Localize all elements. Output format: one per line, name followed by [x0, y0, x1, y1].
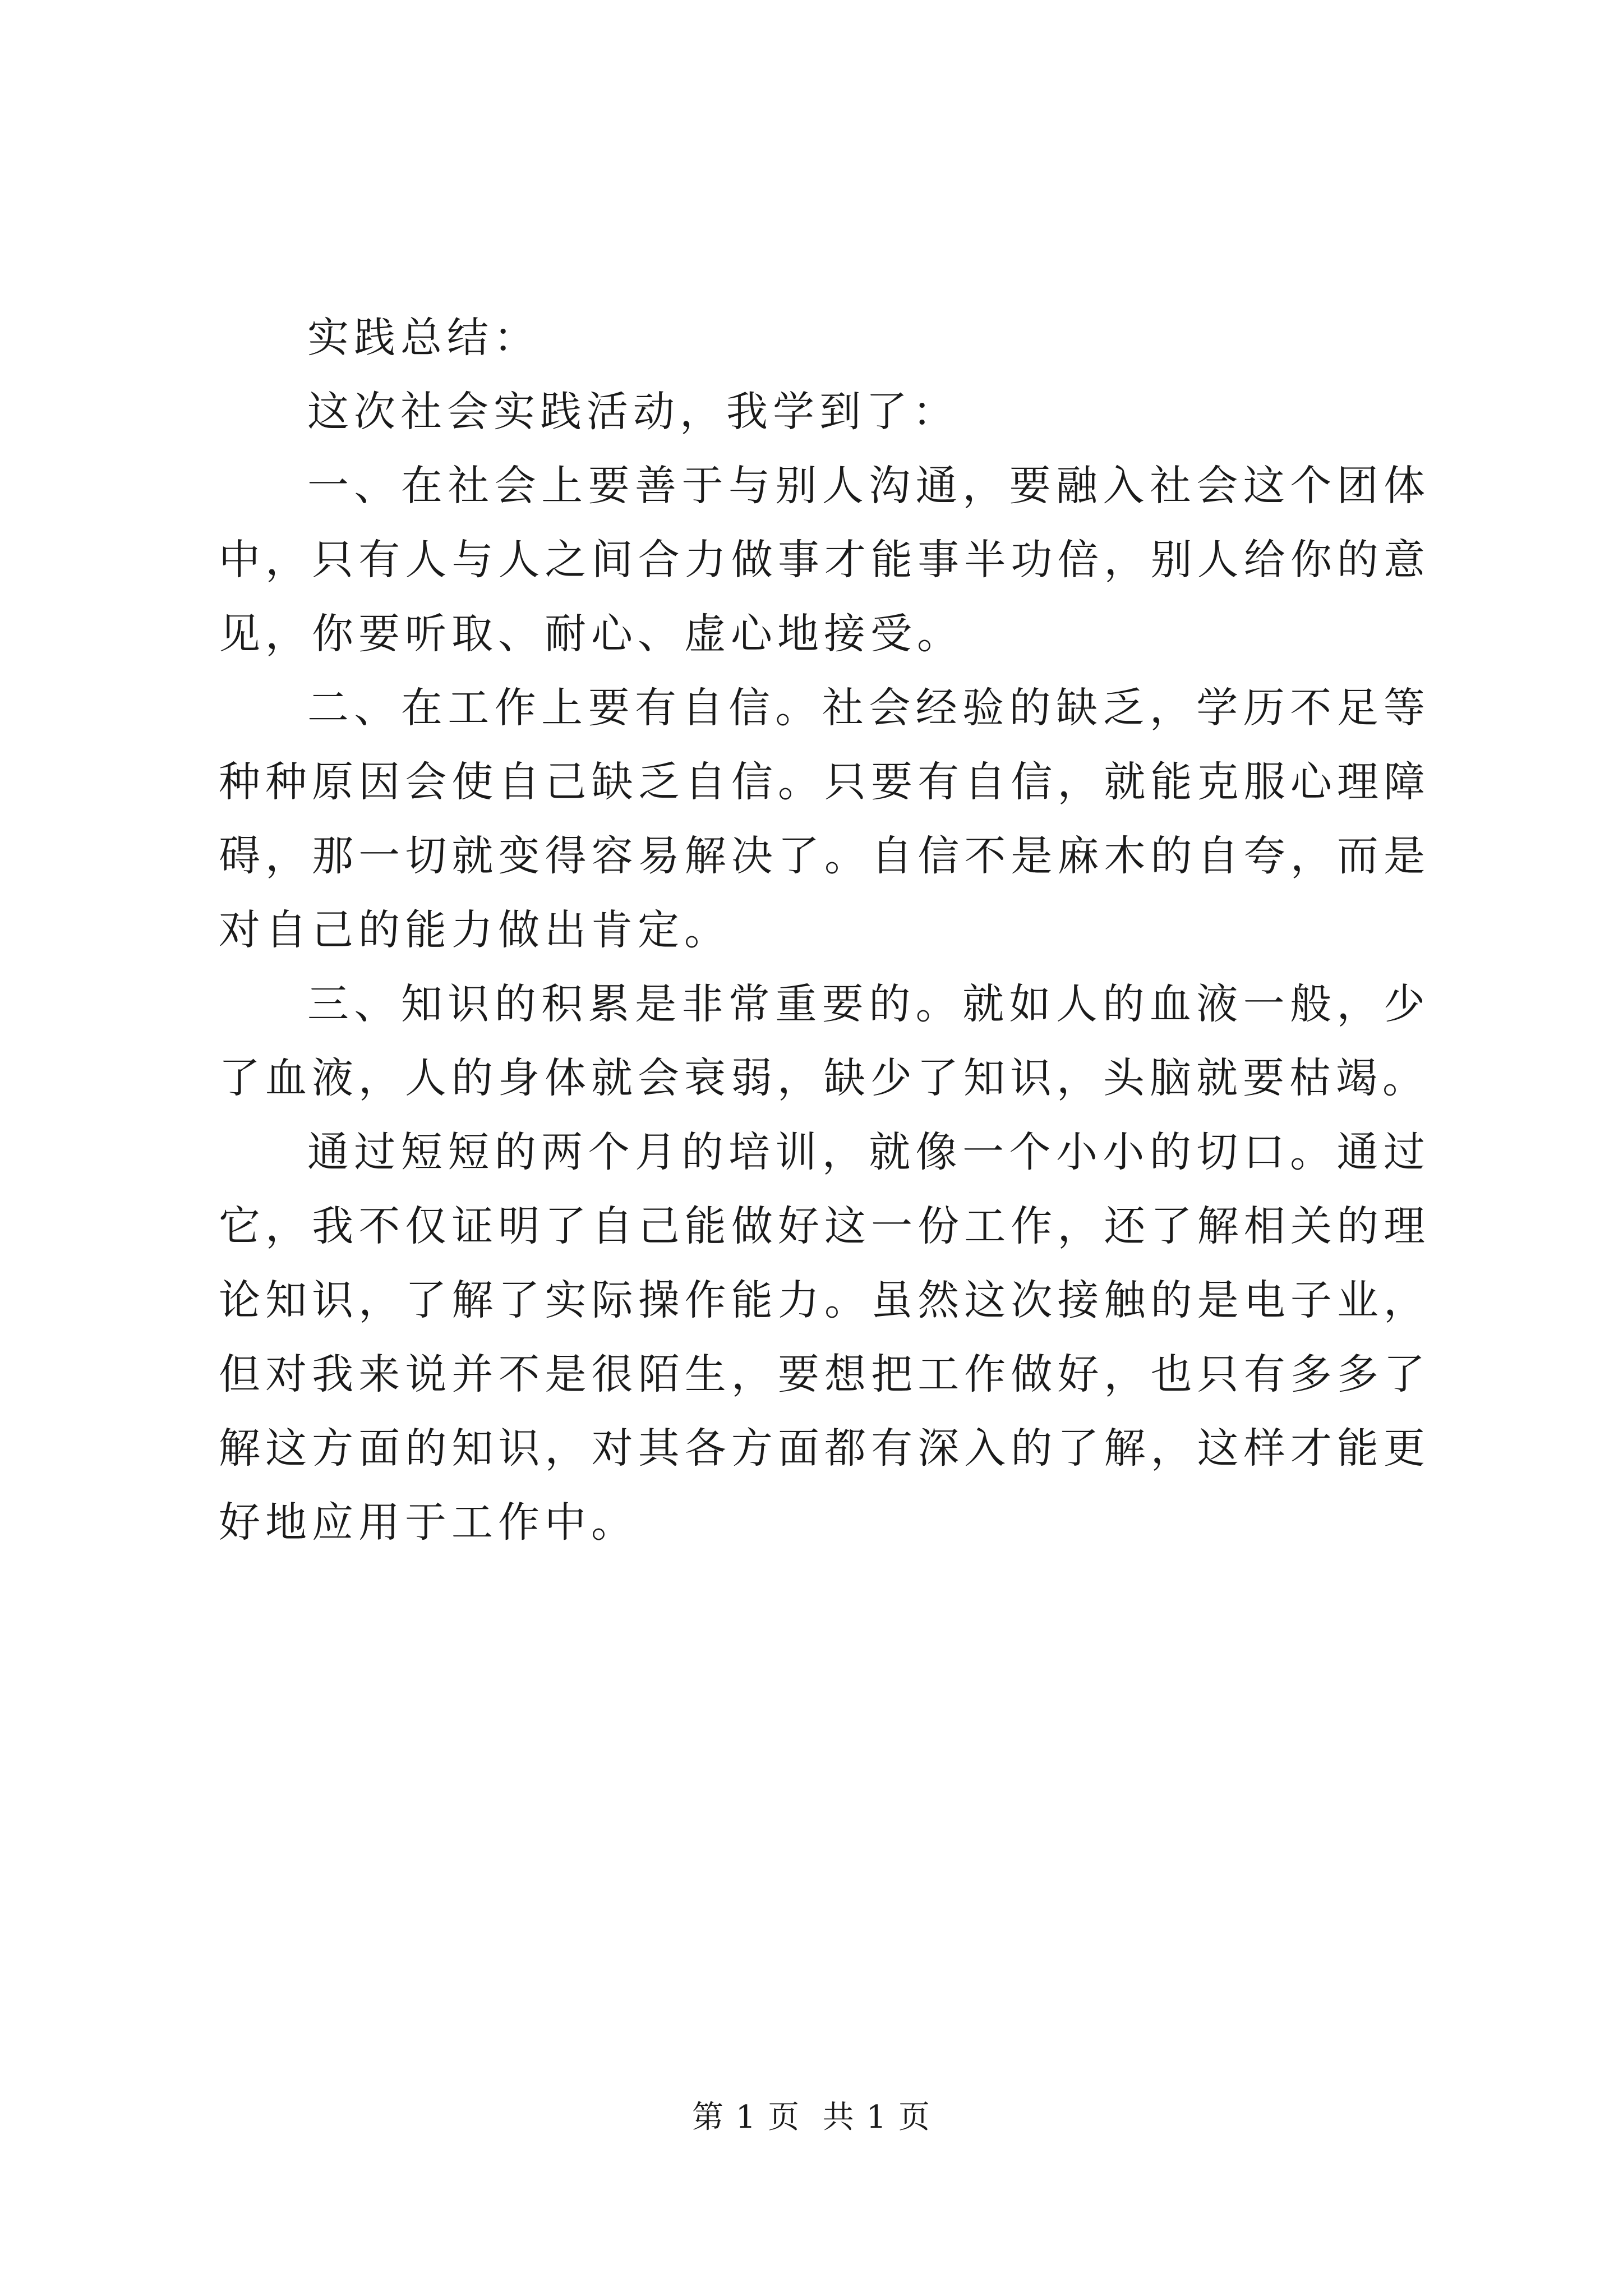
paragraph-heading: 实践总结：: [307, 314, 540, 362]
paragraph-point-one: 一、在社会上要善于与别人沟通，要融入社会这个团体中，只有人与人之间合力做事才能事半功倍，别人给你的意见，你要听取、耐心、虚心地接受。: [219, 462, 1430, 658]
page-footer: [0, 2095, 1623, 2140]
paragraph-conclusion: 通过短短的两个月的培训，就像一个小小的切口。通过它，我不仅证明了自己能做好这一份工作，还了解相关的理论知识，了解了实际操作能力。虽然这次接触的是电子业，但对我来说并不是很陌生，要想把工作做好，也只有多多了解这方面的知识，对其各方面都有深入的了解，这样才能更好地应用于工作中。: [219, 1128, 1430, 1547]
paragraph-point-two: 二、在工作上要有自信。社会经验的缺乏，学历不足等种种原因会使自己缺乏自信。只要有自信，就能克服心理障碍，那一切就变得容易解决了。自信不是麻木的自夸，而是对自己的能力做出肯定。: [219, 684, 1430, 954]
paragraph-point-three: 三、知识的积累是非常重要的。就如人的血液一般，少了血液，人的身体就会衰弱，缺少了知识，头脑就要枯竭。: [219, 980, 1430, 1102]
document-body: [219, 301, 1430, 1559]
paragraph-intro: 这次社会实践活动，我学到了：: [307, 388, 959, 436]
page-number-label: 第 1 页 共 1 页: [691, 2099, 932, 2136]
